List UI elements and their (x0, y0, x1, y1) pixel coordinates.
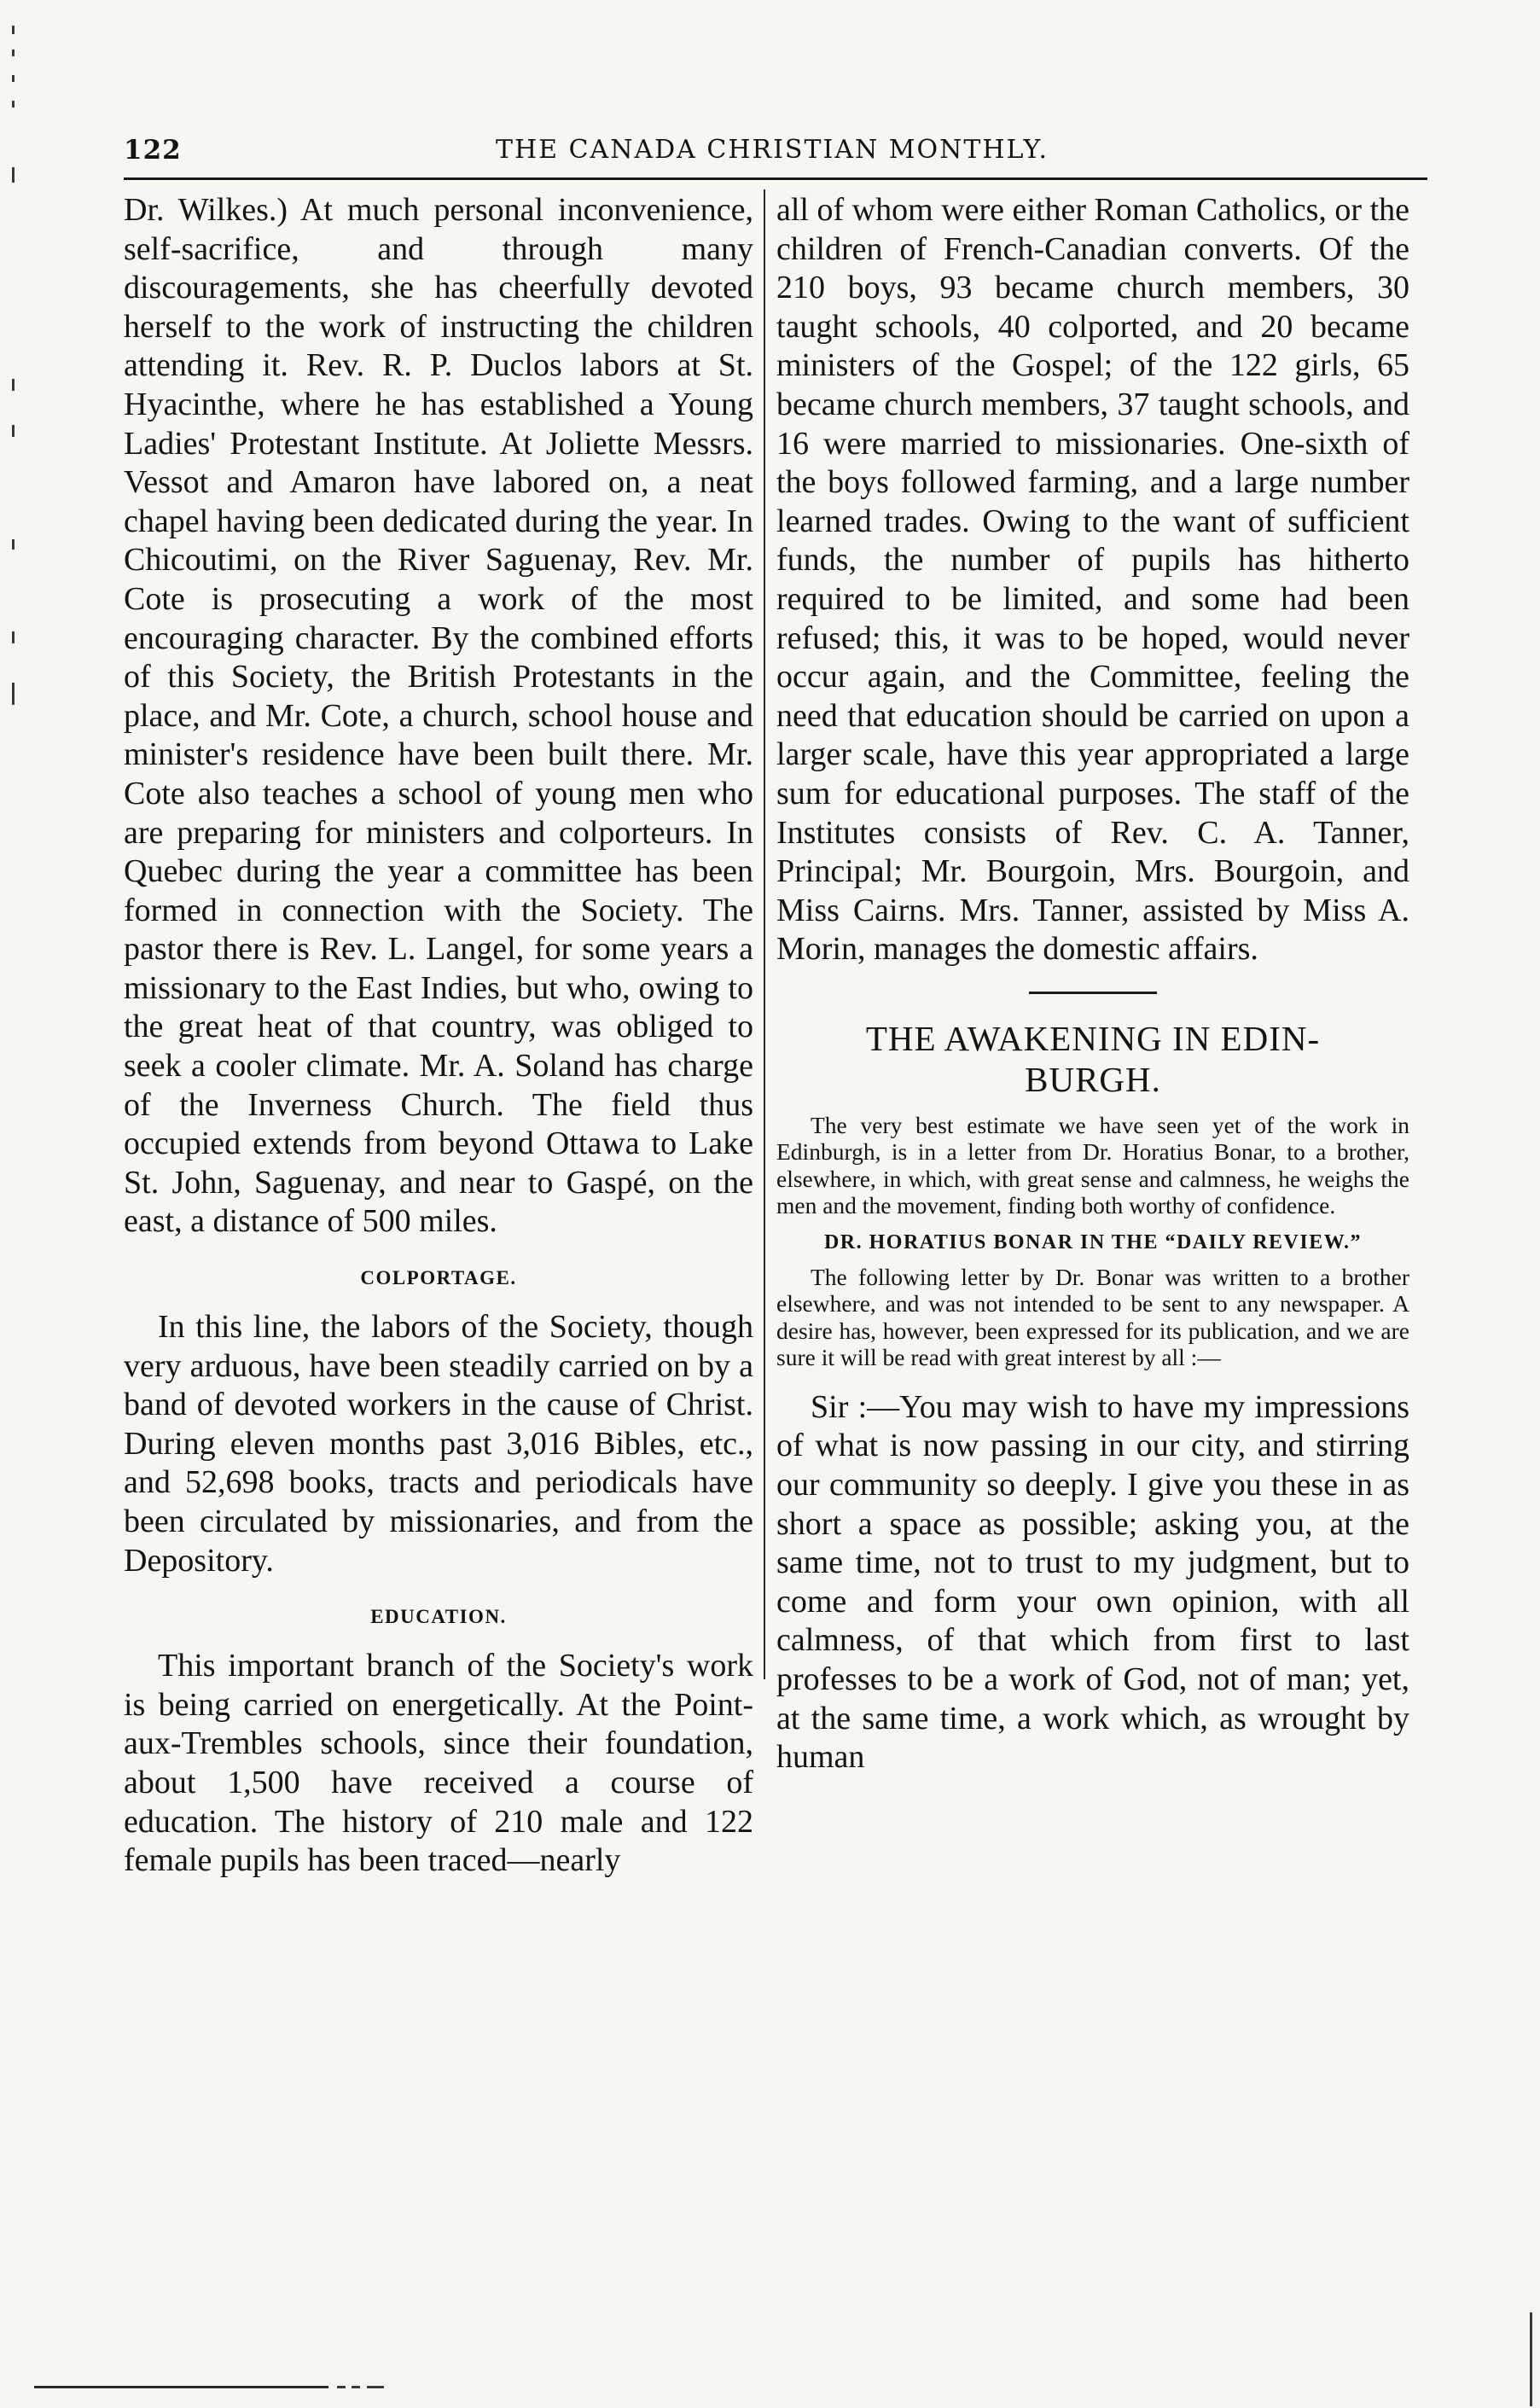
footer-rule (34, 2386, 328, 2388)
continued-paragraph-right: all of whom were either Roman Catholics, or the children of French-Canadian converts. Of the 210 boys, 93 became church members, 30 taught schools, 40 colported, and 20 became ministers of the Gospel; of the 122 girls, 65 became church members, 37 taught schools, and 16 were married to missionaries. One-sixth of the boys followed farming, and a large number learned trades. Owing to the want of sufficient funds, the number of pupils has hitherto required to be limited, and some had been refused; this, it was to be hoped, would never occur again, and the Committee, feeling the need that education should be carried on upon a larger scale, have this year appropriated a large sum for educational purposes. The staff of the Institutes consists of Rev. C. A. Tanner, Principal; Mr. Bourgoin, Mrs. Bourgoin, and Miss Cairns. Mrs. Tanner, assisted by Miss A. Morin, manages the domestic affairs. (776, 192, 1409, 968)
scan-mark (352, 2386, 360, 2388)
article-title (776, 1018, 1409, 1100)
scan-mark (12, 75, 15, 82)
education-heading: EDUCATION. (370, 1606, 507, 1628)
scan-mark (12, 379, 15, 391)
scan-mark (367, 2386, 384, 2388)
scan-mark (12, 683, 15, 705)
scan-mark (12, 101, 15, 108)
column-divider (764, 189, 765, 1679)
education-paragraph: This important branch of the Society's work is being carried on energetically. At the Point-aux-Trembles schools, since their foundation, about 1,500 have received a course of education. The history of 210 male and 122 female pupils has been traced—nearly (124, 1648, 753, 1879)
scan-mark (12, 425, 15, 437)
running-title: THE CANADA CHRISTIAN MONTHLY. (495, 135, 1049, 165)
left-column (124, 191, 753, 1881)
article-title-line-1: THE AWAKENING IN EDIN- (865, 1018, 1321, 1058)
scan-mark (12, 49, 15, 56)
scan-mark (337, 2386, 346, 2388)
colportage-heading: COLPORTAGE. (360, 1267, 517, 1289)
scan-mark (12, 539, 15, 550)
header-rule (124, 177, 1427, 180)
page-number: 122 (124, 135, 182, 166)
intro-paragraph: The very best estimate we have seen yet of the work in Edinburgh, is in a letter from Dr. Horatius Bonar, to a brother, elsewhere, in which, with great sense and calmness, he weighs the men and the movement, finding both worthy of confidence. (776, 1111, 1409, 1219)
continued-paragraph: Dr. Wilkes.) At much personal inconvenience, self-sacrifice, and through many discouragements, she has cheerfully devoted herself to the work of instructing the children attending it. Rev. R. P. Duclos labors at St. Hyacinthe, where he has established a Young Ladies' Protestant Institute. At Joliette Messrs. Vessot and Amaron have labored on, a neat chapel having been dedicated during the year. In Chicoutimi, on the River Saguenay, Rev. Mr. Cote is prosecuting a work of the most encouraging character. By the combined efforts of this Society, the British Protestants in the place, and Mr. Cote, a church, school house and minister's residence have been built there. Mr. Cote also teaches a school of young men who are preparing for ministers and colporteurs. In Quebec during the year a committee has been formed in connection with the Society. The pastor there is Rev. L. Langel, for some years a missionary to the East Indies, but who, owing to the great heat of that country, was obliged to seek a cooler climate. Mr. A. Soland has charge of the Inverness Church. The field thus occupied extends from beyond Ottawa to Lake St. John, Saguenay, and near to Gaspé, on the east, a distance of 500 miles. (124, 192, 753, 1240)
scan-mark (12, 631, 15, 643)
letter-heading: DR. HORATIUS BONAR IN THE “DAILY REVIEW.” (823, 1230, 1363, 1253)
article-title-line-2: BURGH. (1025, 1059, 1161, 1099)
scan-mark (1530, 2312, 1532, 2406)
page-header (124, 135, 1421, 172)
scan-mark (12, 167, 15, 183)
scan-mark (12, 26, 15, 34)
letter-paragraph: Sir :—You may wish to have my impressions of what is now passing in our city, and stirring our community so deeply. I give you these in as short a space as possible; asking you, at the same time, not to trust to my judgment, but to come and form your own opinion, with all calmness, of that which from first to last professes to be a work of God, not of man; yet, at the same time, a work which, as wrought by human (776, 1388, 1409, 1776)
right-column (776, 191, 1409, 1777)
editor-note: The following letter by Dr. Bonar was written to a brother elsewhere, and was not intended to be sent to any newspaper. A desire has, however, been expressed for its publication, and we are sure it will be read with great interest by all :— (776, 1263, 1409, 1371)
colportage-paragraph: In this line, the labors of the Society, though very arduous, have been steadily carried on by a band of devoted workers in the cause of Christ. During eleven months past 3,016 Bibles, etc., and 52,698 books, tracts and periodicals have been circulated by missionaries, and from the Depository. (124, 1309, 753, 1579)
section-divider (1029, 992, 1157, 994)
